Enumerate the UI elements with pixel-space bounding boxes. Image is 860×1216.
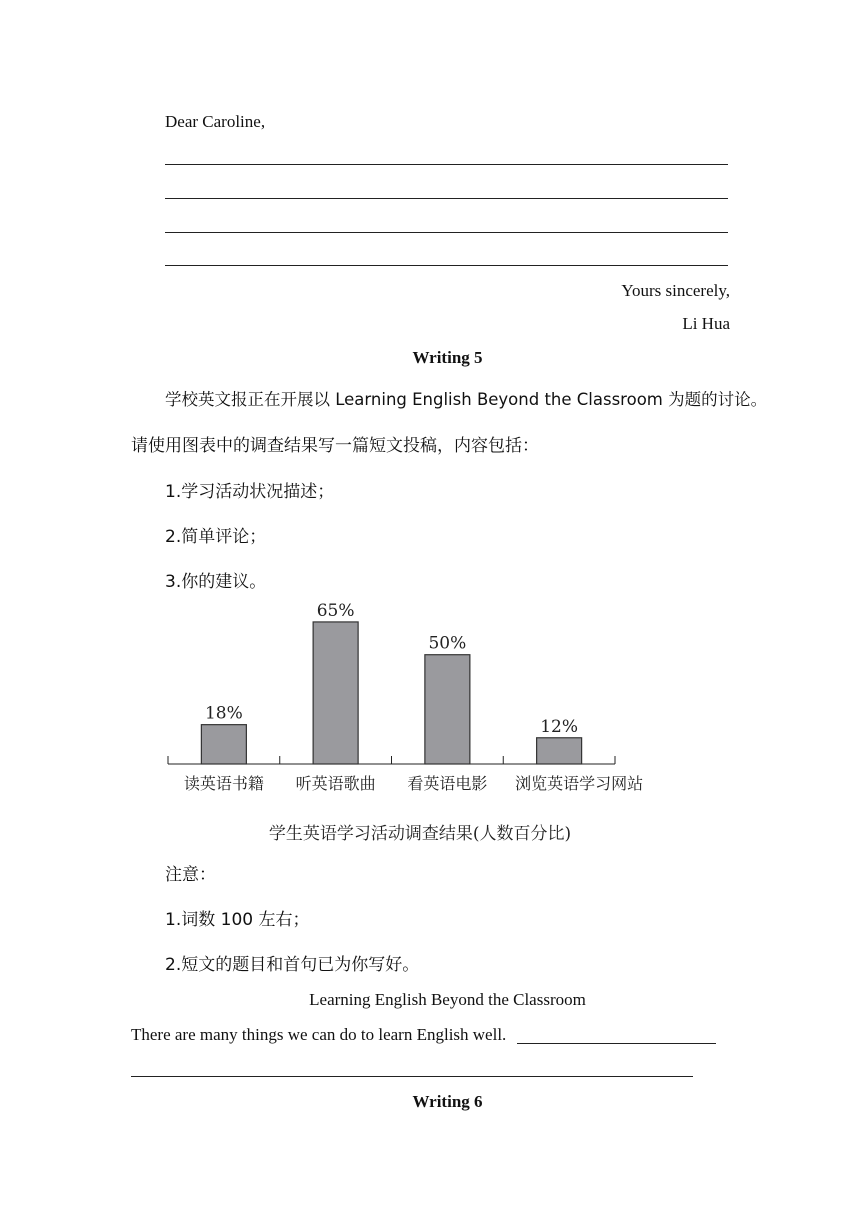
survey-bar-chart: [160, 596, 680, 856]
note-item: 1.词数 100 左右；: [165, 910, 310, 930]
data-label: 50%: [428, 633, 467, 654]
data-label: 18%: [204, 703, 243, 724]
answer-line: [165, 265, 728, 266]
answer-line: [517, 1043, 716, 1044]
answer-line: [165, 232, 728, 233]
category-label: 听英语歌曲: [295, 774, 376, 793]
category-label: 浏览英语学习网站: [515, 774, 644, 793]
letter-closing: Yours sincerely,: [621, 281, 730, 300]
notes-title: 注意：: [165, 865, 216, 885]
prompt-line: 学校英文报正在开展以 Learning English Beyond the Classroom 为题的讨论。: [165, 390, 768, 409]
essay-title: Learning English Beyond the Classroom: [309, 990, 586, 1009]
prompt-line: 请使用图表中的调查结果写一篇短文投稿，内容包括：: [131, 436, 539, 456]
category-label: 读英语书籍: [183, 774, 264, 793]
letter-signature: Li Hua: [682, 314, 730, 333]
answer-line: [165, 198, 728, 199]
bar: [537, 738, 582, 764]
bar: [201, 725, 246, 764]
answer-line: [131, 1076, 693, 1077]
first-sentence: There are many things we can do to learn English well.: [131, 1025, 507, 1044]
requirement-item: 3.你的建议。: [165, 572, 267, 592]
note-item: 2.短文的题目和首句已为你写好。: [165, 955, 420, 975]
bar: [313, 622, 358, 764]
letter-salutation: Dear Caroline,: [165, 112, 266, 131]
chart-title: 学生英语学习活动调查结果(人数百分比): [268, 824, 572, 844]
requirement-item: 2.简单评论；: [165, 527, 267, 547]
requirement-item: 1.学习活动状况描述；: [165, 482, 335, 502]
data-label: 65%: [316, 600, 355, 621]
section-heading: Writing 5: [412, 348, 483, 367]
bar: [425, 655, 470, 764]
answer-line: [165, 164, 728, 165]
section-heading: Writing 6: [412, 1092, 483, 1111]
data-label: 12%: [540, 716, 579, 737]
category-label: 看英语电影: [407, 774, 488, 793]
